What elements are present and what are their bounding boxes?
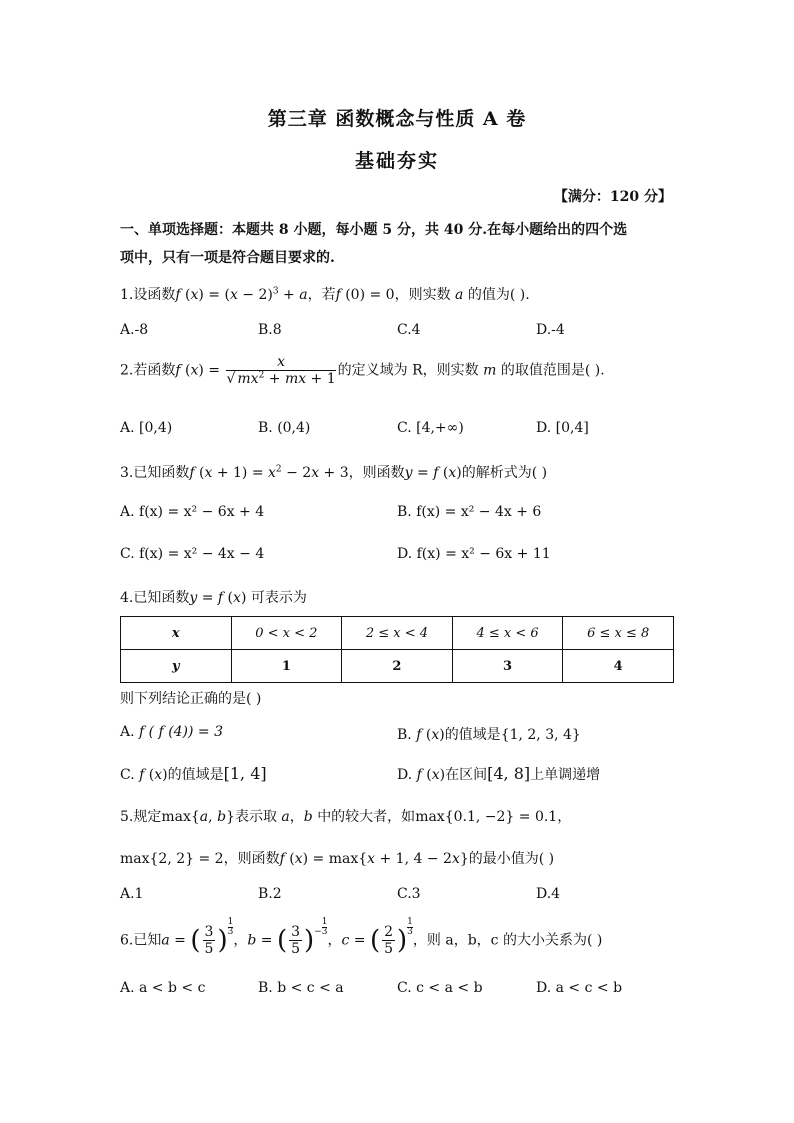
q4-option-c-label: C. bbox=[120, 767, 135, 783]
q3-prefix: 3.已知函数 bbox=[120, 465, 190, 481]
q1-option-a[interactable]: A.-8 bbox=[120, 322, 149, 338]
table-cell: y bbox=[121, 650, 232, 683]
q4-option-a[interactable] bbox=[120, 724, 223, 740]
q4-option-b[interactable]: B. f (x)的值域是{1, 2, 3, 4} bbox=[397, 727, 581, 743]
q1-suffix: 的值为( ). bbox=[467, 287, 530, 303]
table-cell: 2 bbox=[342, 650, 453, 683]
q4-option-a-label: A. bbox=[120, 724, 135, 740]
q2-option-d[interactable]: D. [0,4] bbox=[536, 420, 589, 436]
question-2: 2.若函数f (x) = $\frac{x}{√ mx^2 + mx + 1}$ 的定义域为 R，则实数 m 的取值范围是( ). bbox=[120, 354, 605, 387]
q5-mid2: 中的较大者，如 bbox=[317, 809, 416, 825]
q2-option-a[interactable]: A. [0,4) bbox=[120, 420, 173, 436]
q5-prefix: 5.规定 bbox=[120, 809, 162, 825]
q4-option-a-expr: f ( f (4)) = 3 bbox=[139, 724, 224, 740]
q5-mid: 表示取 bbox=[234, 809, 277, 825]
q3-suffix: 的解析式为( ) bbox=[461, 465, 548, 481]
q4-option-d[interactable]: D. f (x)在区间[4, 8]上单调递增 bbox=[397, 764, 601, 783]
q1-option-c[interactable]: C.4 bbox=[397, 322, 421, 338]
table-cell: 4 ≤ x < 6 bbox=[452, 617, 563, 650]
q3-option-d[interactable]: D. f(x) = x² − 6x + 11 bbox=[397, 546, 551, 562]
q2-fraction: $\frac{x}{√ mx^2 + mx + 1}$ bbox=[226, 354, 336, 387]
score-label: 【满分：120 分】 bbox=[553, 189, 672, 205]
section-heading-line2: 项中，只有一项是符合题目要求的. bbox=[120, 250, 335, 266]
q6-suffix: ，则 a，b，c 的大小关系为( ) bbox=[412, 932, 603, 949]
q2-suffix1: 的定义域为 R，则实数 bbox=[337, 362, 479, 379]
q3-mid: ，则函数 bbox=[348, 465, 405, 481]
table-cell: 2 ≤ x < 4 bbox=[342, 617, 453, 650]
q5-line2-mid: ，则函数 bbox=[223, 851, 280, 867]
q2-suffix2: 的取值范围是( ). bbox=[500, 362, 605, 379]
table-cell: 3 bbox=[452, 650, 563, 683]
function-table bbox=[120, 616, 674, 683]
q4-option-c-text: 的值域是 bbox=[167, 767, 224, 783]
q1-mid2: ，则实数 bbox=[394, 287, 451, 303]
question-6: 6.已知a = ( $\frac{3}{5}$ ) $\frac{1}{3}$ ，b = ( $\frac{3}{5}$ )− $\frac{1}{3}$ ，c = ( $\frac{2}{5}$ ) $\frac{1}{3}$ ，则 a，b，c 的大小关系为( ) bbox=[120, 917, 603, 957]
question-4: 4.已知函数y = f (x) 可表示为 bbox=[120, 590, 307, 606]
page-title: 第三章 函数概念与性质 A 卷 bbox=[267, 108, 527, 130]
q6-prefix: 6.已知 bbox=[120, 932, 162, 949]
question-5-line1: 5.规定max{a, b}表示取 a，b 中的较大者，如max{0.1, −2} = 0.1， bbox=[120, 809, 572, 825]
q5-option-d[interactable]: D.4 bbox=[536, 886, 561, 902]
question-3: 3.已知函数f $(x + 1) = x^2 - 2x + 3$，则函数y = f (x)的解析式为( ) bbox=[120, 464, 548, 481]
section-heading-line1: 一、单项选择题：本题共 8 小题，每小题 5 分，共 40 分.在每小题给出的四个选 bbox=[120, 222, 628, 238]
q6-option-a[interactable]: A. a < b < c bbox=[120, 980, 206, 996]
q6-option-b[interactable]: B. b < c < a bbox=[258, 980, 344, 996]
q4-option-b-set: {1, 2, 3, 4} bbox=[500, 727, 581, 743]
q3-option-b[interactable]: B. f(x) = x² − 4x + 6 bbox=[397, 504, 542, 520]
q4-option-d-label: D. bbox=[397, 767, 413, 783]
q3-option-a[interactable]: A. f(x) = x² − 6x + 4 bbox=[120, 504, 265, 520]
table-cell: 0 < x < 2 bbox=[231, 617, 342, 650]
q4-prefix: 4.已知函数 bbox=[120, 590, 190, 606]
q5-option-b[interactable]: B.2 bbox=[258, 886, 282, 902]
section-heading bbox=[120, 216, 680, 272]
q4-follow: 则下列结论正确的是( ) bbox=[120, 691, 262, 707]
question-5-line2: max{2, 2} = 2，则函数f (x) = max{x + 1, 4 − 2x}的最小值为( ) bbox=[120, 851, 555, 867]
table-cell: 1 bbox=[231, 650, 342, 683]
table-cell: x bbox=[121, 617, 232, 650]
table-cell: 4 bbox=[563, 650, 674, 683]
q4-option-c-set: [1, 4] bbox=[223, 764, 267, 783]
table-row-x bbox=[121, 617, 674, 650]
q1-prefix: 1.设函数 bbox=[120, 287, 176, 303]
q2-option-b[interactable]: B. (0,4) bbox=[258, 420, 311, 436]
q1-option-d[interactable]: D.-4 bbox=[536, 322, 565, 338]
q4-option-b-label: B. bbox=[397, 727, 412, 743]
q4-option-c[interactable]: C. f (x)的值域是[1, 4] bbox=[120, 764, 267, 783]
table-row-y bbox=[121, 650, 674, 683]
q6-option-d[interactable]: D. a < c < b bbox=[536, 980, 623, 996]
q4-option-b-text: 的值域是 bbox=[444, 727, 501, 743]
question-1: 1.设函数f $(x) = (x - 2)^3 + a$，若f (0) = 0，则实数 a 的值为( ). bbox=[120, 286, 530, 303]
q4-option-d-text2: 上单调递增 bbox=[530, 767, 601, 783]
q1-function: f bbox=[175, 287, 181, 303]
q3-option-c[interactable]: C. f(x) = x² − 4x − 4 bbox=[120, 546, 265, 562]
q4-suffix: 可表示为 bbox=[250, 590, 307, 606]
q5-line2-suffix: 的最小值为( ) bbox=[468, 851, 555, 867]
q5-option-a[interactable]: A.1 bbox=[120, 886, 144, 902]
page-subtitle: 基础夯实 bbox=[354, 150, 439, 172]
q2-prefix: 2.若函数 bbox=[120, 362, 176, 379]
table-cell: 6 ≤ x ≤ 8 bbox=[563, 617, 674, 650]
q5-option-c[interactable]: C.3 bbox=[397, 886, 421, 902]
q2-option-c[interactable]: C. [4,+∞) bbox=[397, 420, 464, 436]
q1-mid: ，若 bbox=[307, 287, 336, 303]
q4-option-d-interval: [4, 8] bbox=[487, 764, 531, 783]
q4-option-d-text: 在区间 bbox=[445, 767, 488, 783]
q1-option-b[interactable]: B.8 bbox=[258, 322, 282, 338]
q6-option-c[interactable]: C. c < a < b bbox=[397, 980, 483, 996]
